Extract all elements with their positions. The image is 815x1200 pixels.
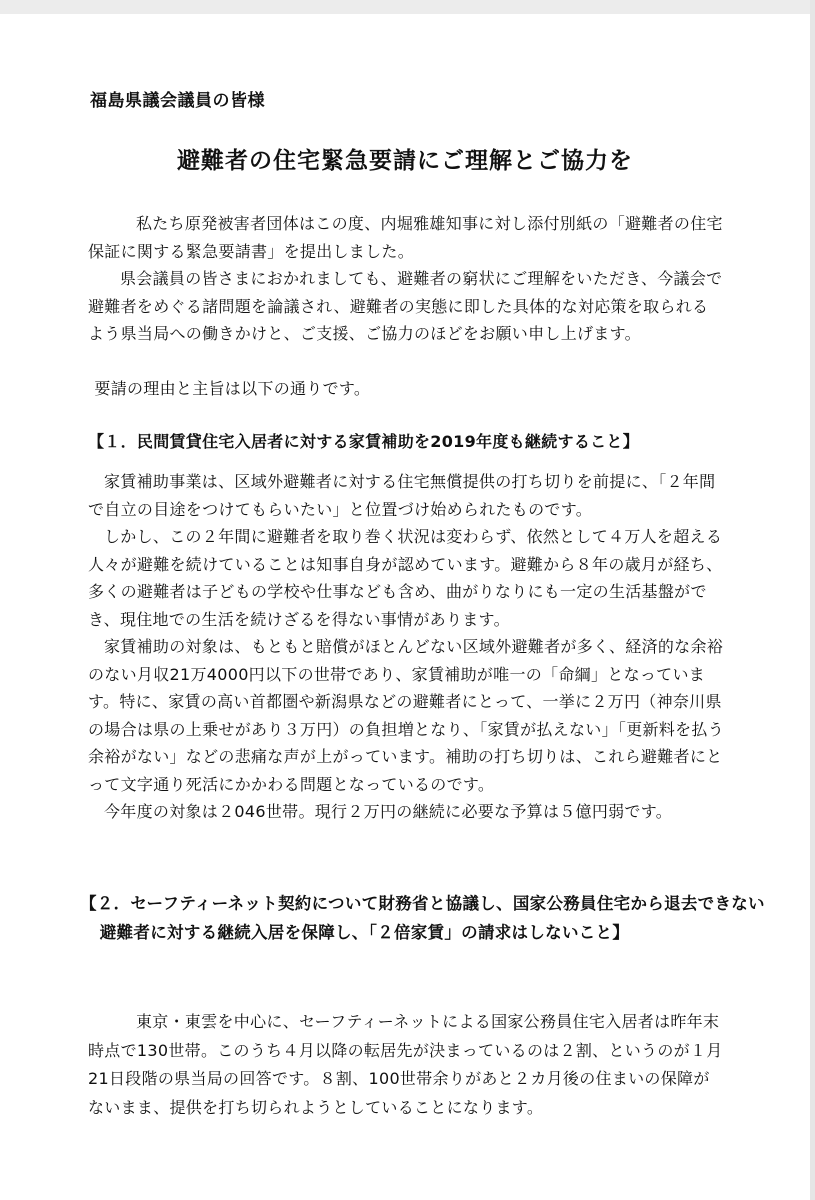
intro-paragraph-1: 私たち原発被害者団体はこの度、内堀雅雄知事に対し添付別紙の「避難者の住宅保証に関する緊急要請書」を提出しました。 — [88, 214, 723, 261]
document-title: 避難者の住宅緊急要請にご理解とご協力を — [177, 148, 633, 174]
intro-paragraph-2: 県会議員の皆さまにおかれましても、避難者の窮状にご理解をいただき、今議会で避難者をめぐる諸問題を論議され、避難者の実態に即した具体的な対応策を取られるよう県当局への働きかけと、ご支援、ご協力のほどをお願い申し上げます。 — [88, 269, 723, 343]
document-page — [0, 14, 810, 1200]
section-1-paragraph-4: 今年度の対象は２046世帯。現行２万円の継続に必要な予算は５億円弱です。 — [104, 802, 673, 821]
section-2-paragraph-1: 東京・東雲を中心に、セーフティーネットによる国家公務員住宅入居者は昨年末時点で130世帯。このうち４月以降の転居先が決まっているのは２割、というのが１月21日段階の県当局の回答です。８割、100世帯余りがあと２カ月後の住まいの保障がないまま、提供を打ち切られようとしていることになります。 — [88, 1012, 723, 1117]
intro-paragraph-3: 要請の理由と主旨は以下の通りです。 — [94, 379, 371, 398]
scan-top-edge — [0, 0, 815, 15]
section-1-paragraph-3: 家賃補助の対象は、もともと賠償がほとんどない区域外避難者が多く、経済的な余裕のない月収21万4000円以下の世帯であり、家賃補助が唯一の「命綱」となっています。特に、家賃の高い首都圏や新潟県などの避難者にとって、一挙に２万円（神奈川県の場合は県の上乗せがあり３万円）の負担増となり、「家賃が払えない」「更新料を払う余裕がない」などの悲痛な声が上がっています。補助の打ち切りは、これら避難者にとって文字通り死活にかかわる問題となっているのです。 — [88, 637, 725, 794]
section-1-paragraph-2: しかし、この２年間に避難者を取り巻く状況は変わらず、依然として４万人を超える人々が避難を続けていることは知事自身が認めています。避難から８年の歳月が経ち、多くの避難者は子どもの学校や仕事なども含め、曲がりなりにも一定の生活基盤ができ、現住地での生活を続けざるを得ない事情があります。 — [88, 527, 723, 629]
section-2-heading: 【２．セーフティーネット契約について財務省と協議し、国家公務員住宅から退去できない避難者に対する継続入居を保障し、「２倍家賃」の請求はしないこと】 — [80, 894, 765, 942]
section-1-heading: 【１．民間賃貸住宅入居者に対する家賃補助を2019年度も継続すること】 — [88, 432, 640, 451]
scan-right-edge — [810, 0, 815, 1200]
addressee: 福島県議会議員の皆様 — [90, 91, 265, 111]
section-1-paragraph-1: 家賃補助事業は、区域外避難者に対する住宅無償提供の打ち切りを前提に、「２年間で自立の目途をつけてもらいたい」と位置づけ始められたものです。 — [88, 472, 716, 519]
